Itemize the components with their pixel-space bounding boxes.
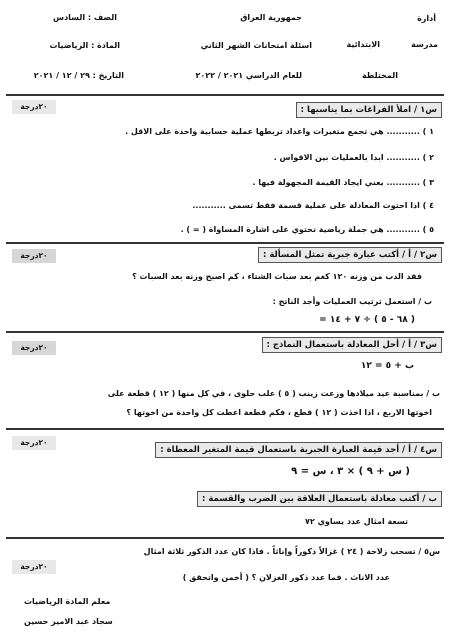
subject-label: المادة : الرياضيات — [49, 41, 120, 50]
q3-title: س٣ / أ / أحل المعادلة باستعمال النماذج : — [262, 337, 443, 353]
divider — [6, 428, 444, 430]
divider — [6, 94, 444, 96]
q1-grade-badge: ٢٠درجة — [12, 100, 56, 114]
q4-title: س٤ / أ / أجد قيمة العبارة الجبرية باستعمال قيمة المتغير المعطاة : — [155, 442, 442, 458]
divider — [6, 331, 444, 333]
q5-title-line1: س٥ / تسحب زلاحة ( ٢٤ ) غزالاً ذكوراً وإناثاً . فاذا كان عدد الذكور ثلاثة امثال — [143, 547, 440, 556]
exam-date: التاريخ : ٢٩ / ١٢ / ٢٠٢١ — [33, 71, 124, 80]
academic-year: للعام الدراسي ٢٠٢١ / ٢٠٢٢ — [195, 71, 302, 80]
q4-grade-badge: ٢٠درجة — [12, 436, 56, 450]
q4-expression: ( س + ٩ ) × ٣ ، س = ٩ — [291, 466, 410, 477]
q1-item-4: ٤ ) اذا احتوت المعادلة على عملية قسمة فقط تسمى ........... — [192, 201, 434, 210]
q1-item-1: ١ ) ........... هي تجمع متغيرات واعداد تربطها عملية حسابية واحدة على الاقل . — [125, 127, 434, 136]
q4-part-b: ب / أكتب معادلة باستعمال العلاقة بين الضرب والقسمة : — [197, 491, 442, 507]
q4-statement: تسعة امثال عدد يساوي ٧٢ — [305, 517, 408, 526]
q3-part-b-line2: اخوتها الاربع ، اذا اخذت ( ١٢ ) قطع ، فكم قطعة اعطت كل واحدة من اخوتها ؟ — [126, 408, 432, 417]
q5-grade-badge: ٢٠درجة — [12, 560, 56, 574]
teacher-title: معلم المادة الرياضيات — [24, 597, 111, 606]
q3-equation: ب + ٥ = ١٢ — [360, 361, 414, 371]
q1-item-2: ٢ ) ........... ابدا بالعمليات بين الاقواس . — [273, 153, 434, 162]
q1-item-3: ٣ ) ........... يعني ايجاد القيمة المجهولة فيها . — [252, 178, 434, 187]
q3-part-b-line1: ب / بمناسبة عيد ميلادها وزعت زينب ( ٥ ) علب حلوى ، في كل منها ( ١٢ ) قطعة على — [107, 389, 440, 398]
divider — [6, 537, 444, 539]
grade-level: الصف : السادس — [53, 13, 117, 22]
teacher-name: سجاد عبد الامير حسين — [24, 617, 113, 626]
school-label: مدرسة — [411, 40, 438, 49]
q3-grade-badge: ٢٠درجة — [12, 341, 56, 355]
divider — [6, 242, 444, 244]
q2-title: س٢ / أ / أكتب عبارة جبرية تمثل المسألة : — [258, 247, 442, 263]
q2-part-b: ب / استعمل ترتيب العمليات وأجد الناتج : — [272, 297, 432, 306]
stage-label: الابتدائية — [346, 40, 380, 49]
q1-item-5: ٥ ) ........... هي جملة رياضية تحتوي على اشارة المساواة ( = ) . — [180, 225, 434, 234]
exam-title: اسئلة امتحانات الشهر الثاني — [200, 41, 312, 50]
q2-expression: ( ٦٨ - ٥ ) ÷ ٧ + ١٤ = — [319, 315, 415, 325]
admin-label: أدارة — [417, 14, 436, 23]
q2-grade-badge: ٢٠درجة — [12, 249, 56, 263]
q5-title-line2: عدد الاناث . فما عدد ذكور الغزلان ؟ ( أخمن واتحقق ) — [182, 573, 390, 582]
mixed-label: المختلطة — [361, 71, 398, 80]
q2-problem: فقد الدب من وزنه ١٢٠ كغم بعد سبات الشتاء ، كم اصبح وزنه بعد السبات ؟ — [132, 272, 422, 281]
republic-title: جمهورية العراق — [240, 13, 302, 22]
q1-title: س١ / املأ الفراغات بما يناسبها : — [296, 102, 442, 118]
